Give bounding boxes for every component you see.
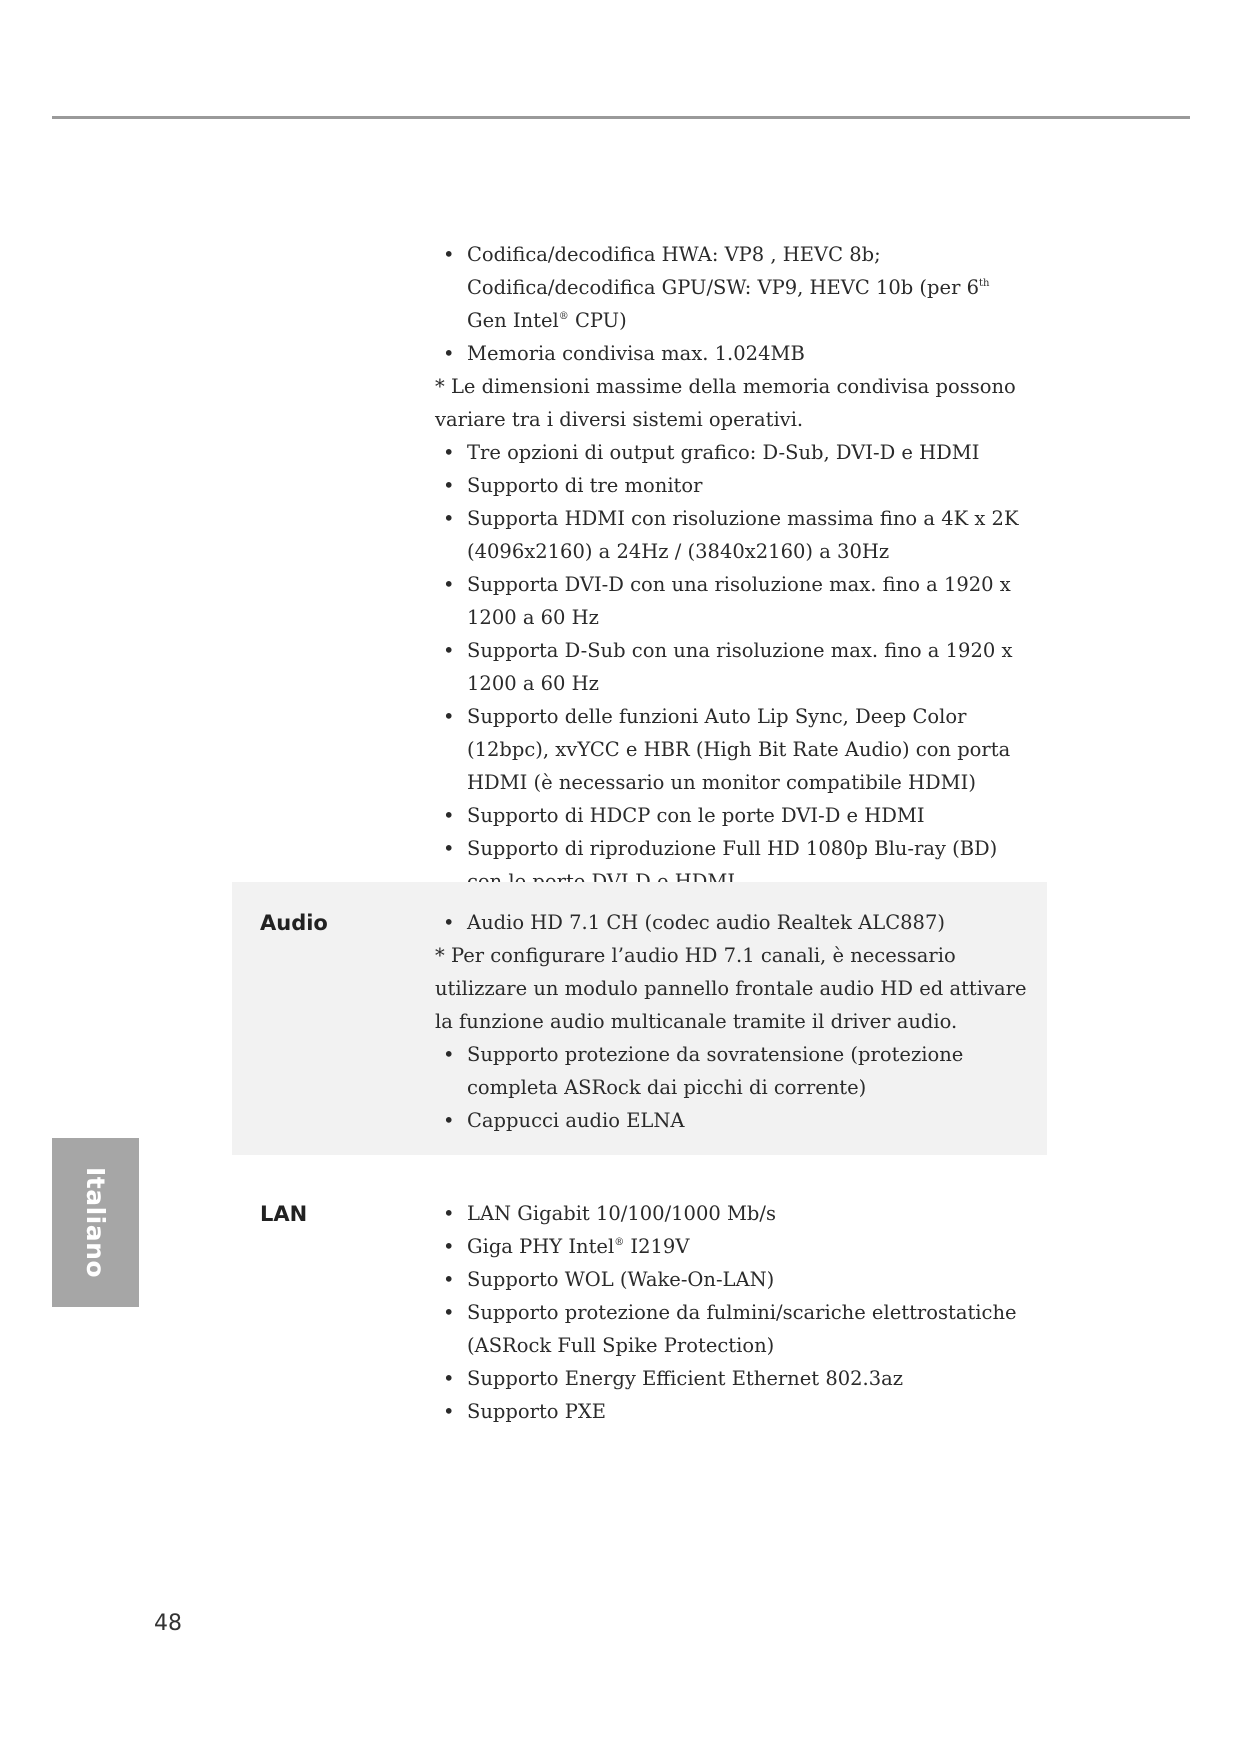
audio-section (232, 882, 1047, 1155)
graphics-content (435, 238, 1035, 898)
list-item: • Supporto di riproduzione Full HD 1080p Blu-ray (BD) (435, 832, 1035, 898)
list-item: • Cappucci audio ELNA (435, 1104, 1035, 1137)
list-item: • Supporto Energy Efficient Ethernet 802.3az (435, 1362, 1035, 1395)
list-item: • Supporto delle funzioni Auto Lip Sync, Deep Color (12bpc), xvYCC e HBR (High Bit Rate Audio) con porta HDMI (è necessario un monitor compatibile HDMI) (435, 700, 1035, 799)
audio-content (435, 906, 1035, 1137)
graphics-section (232, 238, 1047, 868)
list-item: • Supporta D-Sub con una risoluzione max. fino a 1920 x 1200 a 60 Hz (435, 634, 1035, 700)
list-item: • Giga PHY Intel® I219V (435, 1230, 1035, 1263)
list-item: • Memoria condivisa max. 1.024MB (435, 337, 1035, 370)
audio-label: Audio (260, 911, 328, 935)
list-item: • Supporto protezione da sovratensione (protezione completa ASRock dai picchi di corrente) (435, 1038, 1035, 1104)
lan-content (435, 1197, 1035, 1428)
list-item: • Audio HD 7.1 CH (codec audio Realtek ALC887) (435, 906, 1035, 939)
graphics-note: * Le dimensioni massime della memoria condivisa possono variare tra i diversi sistemi operativi. (435, 375, 1016, 431)
list-item: • Codifica/decodifica HWA: VP8 , HEVC 8b; Codifica/decodifica GPU/SW: VP9, HEVC 10b (per 6th Gen Intel® CPU) (435, 238, 1035, 337)
list-item: • Supporto di HDCP con le porte DVI-D e HDMI (435, 799, 1035, 832)
language-tab-label: Italiano (81, 1166, 111, 1279)
audio-list-a (435, 906, 1035, 939)
graphics-list-a (435, 238, 1035, 370)
header-rule (52, 116, 1190, 119)
lan-section (232, 1173, 1047, 1423)
list-item: • Supporto PXE (435, 1395, 1035, 1428)
graphics-list-b (435, 436, 1035, 898)
audio-note: * Per configurare l’audio HD 7.1 canali, è necessario utilizzare un modulo pannello frontale audio HD ed attivare la funzione audio multicanale tramite il driver audio. (435, 944, 1027, 1033)
list-item: • LAN Gigabit 10/100/1000 Mb/s (435, 1197, 1035, 1230)
list-item: • Supporto WOL (Wake-On-LAN) (435, 1263, 1035, 1296)
list-item: • Supporta HDMI con risoluzione massima fino a 4K x 2K (4096x2160) a 24Hz / (3840x2160) a 30Hz (435, 502, 1035, 568)
audio-list-b (435, 1038, 1035, 1137)
lan-list (435, 1197, 1035, 1428)
list-item: • Supporto di tre monitor (435, 469, 1035, 502)
list-item: • Supporta DVI-D con una risoluzione max. fino a 1920 x 1200 a 60 Hz (435, 568, 1035, 634)
language-tab (52, 1138, 139, 1307)
lan-label: LAN (260, 1202, 308, 1226)
list-item: • Tre opzioni di output grafico: D-Sub, DVI-D e HDMI (435, 436, 1035, 469)
page-number: 48 (154, 1611, 182, 1636)
list-item: • Supporto protezione da fulmini/scariche elettrostatiche (ASRock Full Spike Protection) (435, 1296, 1035, 1362)
